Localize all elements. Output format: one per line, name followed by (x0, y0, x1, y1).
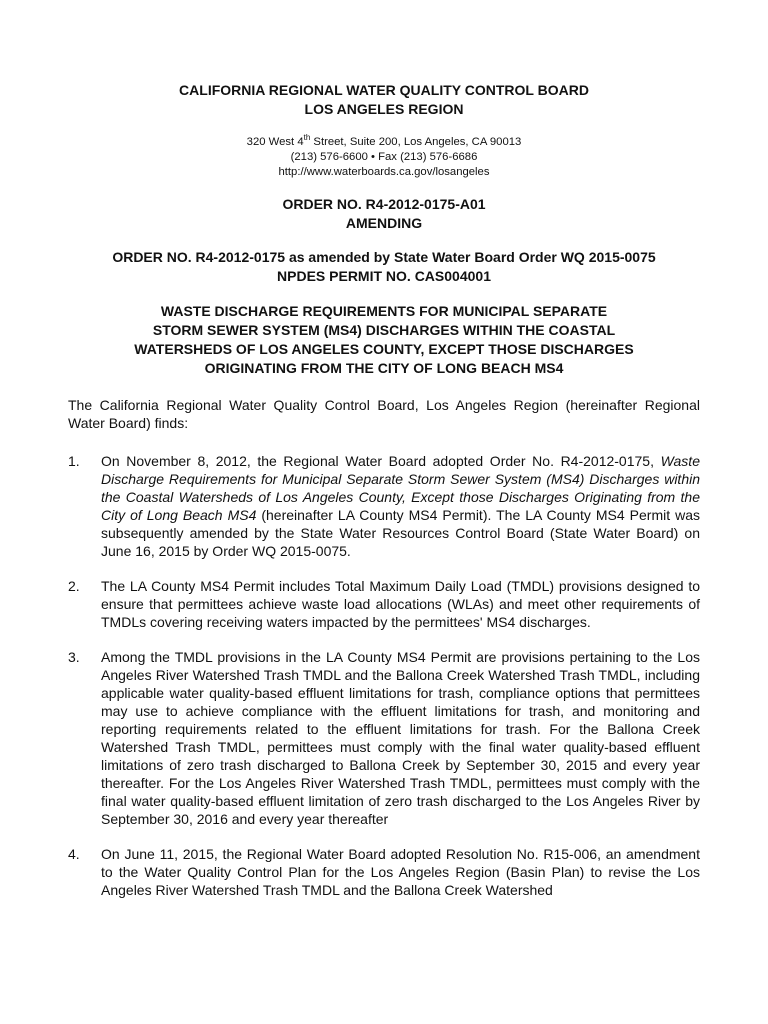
finding-number: 1. (68, 453, 80, 469)
finding-number: 4. (68, 846, 80, 862)
phone-fax: (213) 576-6600 • Fax (213) 576-6686 (290, 151, 478, 163)
finding-text: Among the TMDL provisions in the LA County MS4 Permit are provisions pertaining to the Los Angeles River Watershed Trash TMDL and the Ballona Creek Watershed Trash TMDL, including applicable water quality-based effluent limitations for trash, compliance options that permittees may use to achieve compliance with the effluent limitations for trash, and monitoring and reporting requirements related to the effluent limitations for trash. For the Ballona Creek Watershed Trash TMDL, permittees must comply with the final water quality-based effluent limitations of zero trash discharged to Ballona Creek by September 30, 2015 and every year thereafter. For the Los Angeles River Watershed Trash TMDL, permittees must comply with the final water quality-based effluent limitation of zero trash discharged to the Los Angeles River by September 30, 2016 and every year thereafter (101, 649, 700, 827)
finding-item (68, 577, 700, 631)
amended-order-block (68, 248, 700, 286)
finding-text: The LA County MS4 Permit includes Total Maximum Daily Load (TMDL) provisions designed to ensure that permittees achieve waste load allocations (WLAs) and meet other requirements of TMDLs covering receiving waters impacted by the permittees' MS4 discharges. (101, 578, 700, 630)
finding-item (68, 648, 700, 828)
website-url: http://www.waterboards.ca.gov/losangeles (278, 166, 490, 178)
order-title-italic: Waste Discharge Requirements for Municipal Separate Storm Sewer System (MS4) Discharges within the Coastal Watersheds of Los Angeles County, Except those Discharges Originating from the City of Long Beach MS4 (101, 453, 700, 523)
npdes-permit: NPDES PERMIT NO. CAS004001 (277, 268, 491, 284)
title-line: STORM SEWER SYSTEM (MS4) DISCHARGES WITHIN THE COASTAL (152, 322, 616, 338)
finding-item (68, 845, 700, 899)
order-number: ORDER NO. R4-2012-0175-A01 (282, 196, 486, 212)
amended-order: ORDER NO. R4-2012-0175 as amended by State Water Board Order WQ 2015-0075 (112, 249, 656, 265)
intro-paragraph: The California Regional Water Quality Control Board, Los Angeles Region (hereinafter Regional Water Board) finds: (68, 397, 700, 431)
street-address: 320 West 4th Street, Suite 200, Los Angeles, CA 90013 (246, 133, 522, 148)
title-line: ORIGINATING FROM THE CITY OF LONG BEACH MS4 (204, 360, 564, 376)
findings-list (68, 452, 700, 899)
document-title (68, 302, 700, 378)
address-block (68, 135, 700, 180)
title-line: WASTE DISCHARGE REQUIREMENTS FOR MUNICIPAL SEPARATE (160, 303, 608, 319)
order-number-block (68, 195, 700, 233)
finding-number: 2. (68, 578, 80, 594)
region-name: LOS ANGELES REGION (304, 101, 464, 117)
letterhead (68, 0, 700, 119)
title-line: WATERSHEDS OF LOS ANGELES COUNTY, EXCEPT THOSE DISCHARGES (134, 341, 634, 357)
finding-number: 3. (68, 649, 80, 665)
board-name: CALIFORNIA REGIONAL WATER QUALITY CONTROL BOARD (179, 82, 589, 98)
finding-text: On June 11, 2015, the Regional Water Board adopted Resolution No. R15-006, an amendment to the Water Quality Control Plan for the Los Angeles Region (Basin Plan) to revise the Los Angeles River Watershed Trash TMDL and the Ballona Creek Watershed (101, 846, 700, 898)
amending-label: AMENDING (345, 215, 423, 231)
finding-item: 1. On November 8, 2012, the Regional Water Board adopted Order No. R4-2012-0175, Waste Discharge Requirements for Municipal Separate Storm Sewer System (MS4) Discharges within the Coastal Watersheds of Los Angeles County, Except those Discharges Originating from the City of Long Beach MS4 (hereinafter LA County MS4 Permit). The LA County MS4 Permit was subsequently amended by the State Water Resources Control Board (State Water Board) on June 16, 2015 by Order WQ 2015-0075. (68, 453, 700, 559)
